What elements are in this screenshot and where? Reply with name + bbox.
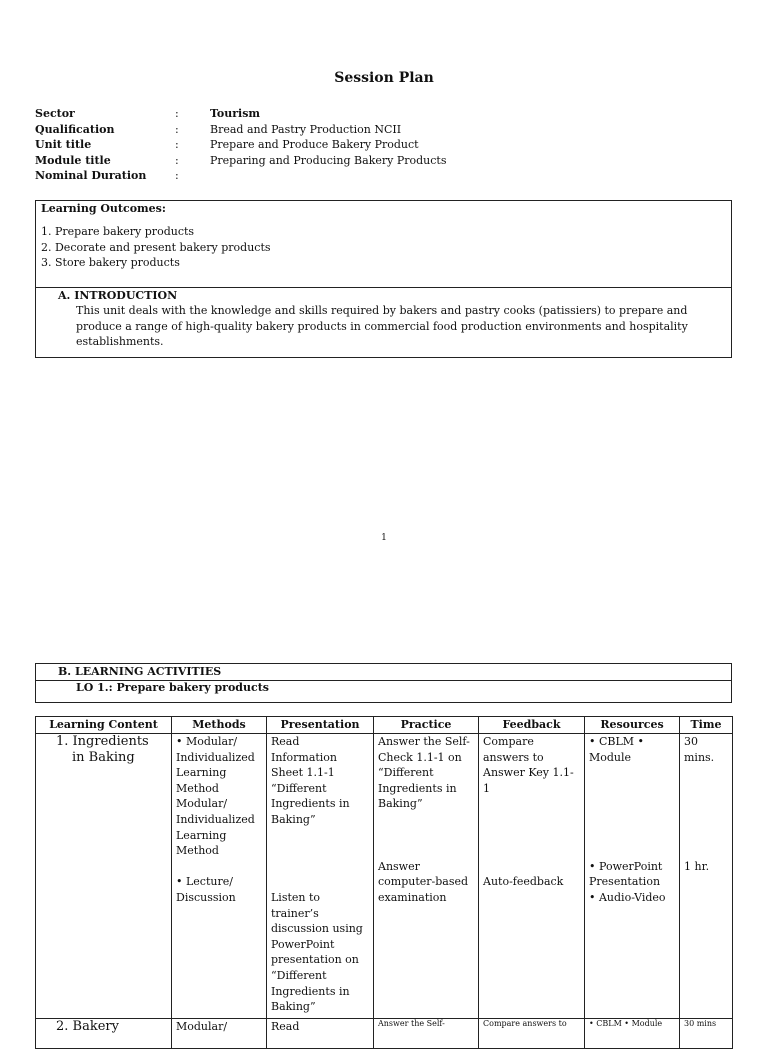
cell-line: Compare: [483, 735, 534, 748]
cell-line: presentation on: [271, 953, 359, 967]
cell-line: discussion using: [271, 922, 363, 936]
cell-line: [483, 843, 580, 859]
cell-line: “Different: [378, 766, 434, 780]
section-divider: [36, 287, 731, 288]
table-header-row: [36, 717, 733, 734]
cell-line: [271, 843, 369, 859]
presentation-cell: [267, 1019, 374, 1049]
cell-line: [271, 859, 369, 875]
methods-cell: [172, 734, 267, 1019]
practice-cell: [374, 734, 479, 1019]
meta-value: Tourism: [210, 107, 261, 120]
cell-line: [589, 843, 675, 859]
introduction-text: This unit deals with the knowledge and skills required by bakers and pastry cooks (patissiers) to prepare and produce a range of high-quality bakery products in commercial food production environments and hospitality establishments.: [76, 304, 688, 349]
cell-line: [483, 796, 580, 812]
cell-line: Method: [176, 844, 219, 858]
cell-line: Modular/: [176, 797, 228, 811]
cell-line: in Baking: [72, 749, 135, 765]
cell-line: • PowerPoint: [589, 859, 663, 873]
meta-label: Unit title: [35, 138, 92, 152]
meta-colon: :: [175, 107, 179, 120]
time-cell: [680, 734, 733, 1019]
cell-line: [589, 812, 675, 828]
cell-line: Check 1.1-1 on: [378, 750, 462, 764]
cell-text: 30 mins: [684, 1019, 717, 1028]
cell-text: • CBLM • Module: [589, 1019, 663, 1028]
cell-line: • Modular/: [176, 735, 238, 748]
column-header: Learning Content: [36, 717, 172, 734]
cell-text: Read: [271, 1020, 300, 1033]
metadata-block: [35, 106, 735, 184]
lo-heading: LO 1.: Prepare bakery products: [76, 681, 269, 694]
cell-line: Ingredients in: [271, 984, 350, 998]
cell-line: [271, 828, 369, 844]
column-header: Resources: [585, 717, 680, 734]
cell-text: Modular/: [176, 1020, 228, 1033]
cell-line: Learning: [176, 828, 227, 842]
meta-colon: :: [175, 122, 179, 136]
practice-cell: [374, 1019, 479, 1049]
cell-line: • CBLM •: [589, 735, 645, 748]
cell-line: Learning: [176, 766, 227, 780]
page-title: Session Plan: [334, 70, 434, 86]
cell-line: Individualized: [176, 812, 255, 826]
learning-content-cell: [36, 1019, 172, 1049]
cell-line: Baking”: [378, 797, 423, 811]
meta-colon: :: [175, 153, 179, 167]
cell-line: • Lecture/: [176, 875, 233, 889]
meta-label: Qualification: [35, 122, 115, 136]
cell-text: 2. Bakery: [56, 1019, 119, 1034]
cell-line: Individualized: [176, 750, 255, 764]
cell-line: Ingredients in: [378, 781, 457, 795]
cell-line: [483, 859, 580, 875]
column-header: Time: [680, 717, 733, 734]
cell-line: PowerPoint: [271, 937, 335, 951]
learning-outcome-item: 1. Prepare bakery products: [41, 225, 195, 238]
cell-line: Sheet 1.1-1: [271, 766, 335, 780]
cell-line: Answer the Self-: [378, 735, 470, 748]
cell-line: Listen to: [271, 890, 321, 904]
cell-line: 1: [483, 781, 490, 795]
cell-line: mins.: [684, 750, 715, 764]
resources-cell: [585, 734, 680, 1019]
learning-outcomes-heading: Learning Outcomes:: [41, 202, 166, 215]
meta-value: Prepare and Produce Bakery Product: [210, 138, 419, 152]
cell-line: [483, 828, 580, 844]
meta-value: Preparing and Producing Bakery Products: [210, 153, 447, 167]
cell-line: [176, 859, 262, 875]
column-header: Practice: [374, 717, 479, 734]
learning-outcome-item: 2. Decorate and present bakery products: [41, 240, 271, 254]
cell-line: “Different: [271, 781, 327, 795]
cell-line: [378, 843, 474, 859]
cell-line: “Different: [271, 968, 327, 982]
table-row: [36, 734, 733, 1019]
cell-line: [589, 765, 675, 781]
cell-line: [589, 828, 675, 844]
time-cell: [680, 1019, 733, 1049]
learning-outcomes-box: [35, 200, 732, 358]
cell-line: 30: [684, 735, 698, 748]
learning-content-cell: [36, 734, 172, 1019]
cell-line: [378, 828, 474, 844]
feedback-cell: [479, 734, 585, 1019]
activities-table: [35, 716, 733, 1049]
methods-cell: [172, 1019, 267, 1049]
cell-line: Answer: [378, 859, 420, 873]
meta-colon: :: [175, 169, 179, 183]
cell-line: 1 hr.: [684, 859, 710, 873]
meta-label: Sector: [35, 107, 75, 120]
cell-line: answers to: [483, 750, 544, 764]
meta-row-unit-title: [35, 137, 735, 153]
cell-line: • Audio-Video: [589, 890, 666, 904]
meta-row-nominal-duration: [35, 168, 735, 184]
cell-text: Answer the Self-: [378, 1019, 445, 1028]
introduction-heading: A. INTRODUCTION: [58, 289, 178, 302]
learning-activities-heading: B. LEARNING ACTIVITIES: [58, 665, 222, 678]
cell-line: computer-based: [378, 875, 469, 889]
feedback-cell: [479, 1019, 585, 1049]
meta-colon: :: [175, 138, 179, 152]
cell-line: Auto-feedback: [483, 875, 564, 889]
learning-outcomes-list: [41, 224, 271, 271]
cell-line: [589, 796, 675, 812]
table-row: [36, 1019, 733, 1049]
column-header: Feedback: [479, 717, 585, 734]
cell-line: [378, 812, 474, 828]
meta-row-qualification: [35, 122, 735, 138]
meta-label: Module title: [35, 153, 111, 167]
column-header: Presentation: [267, 717, 374, 734]
meta-label: Nominal Duration: [35, 169, 147, 183]
cell-line: [271, 874, 369, 890]
page-number: 1: [381, 533, 387, 543]
cell-line: [684, 828, 728, 844]
cell-line: 1. Ingredients: [56, 734, 149, 749]
cell-line: examination: [378, 890, 447, 904]
learning-activities-box: [35, 663, 732, 703]
cell-line: Read: [271, 735, 300, 748]
meta-row-sector: [35, 106, 735, 122]
column-header: Methods: [172, 717, 267, 734]
cell-line: [589, 781, 675, 797]
cell-text: Compare answers to: [483, 1019, 567, 1028]
cell-line: [684, 812, 728, 828]
learning-outcome-item: 3. Store bakery products: [41, 256, 180, 270]
cell-line: Presentation: [589, 875, 661, 889]
cell-line: trainer’s: [271, 906, 319, 920]
cell-line: Discussion: [176, 890, 236, 904]
cell-line: [483, 812, 580, 828]
presentation-cell: [267, 734, 374, 1019]
cell-line: [684, 781, 728, 797]
cell-line: Information: [271, 750, 338, 764]
cell-line: [684, 765, 728, 781]
cell-line: Ingredients in: [271, 797, 350, 811]
meta-row-module-title: [35, 153, 735, 169]
cell-line: Module: [589, 750, 632, 764]
cell-line: [684, 843, 728, 859]
cell-line: Baking”: [271, 812, 316, 826]
cell-line: Answer Key 1.1-: [483, 766, 574, 780]
resources-cell: [585, 1019, 680, 1049]
cell-line: Baking”: [271, 1000, 316, 1014]
cell-line: [684, 796, 728, 812]
cell-line: Method: [176, 781, 219, 795]
meta-value: Bread and Pastry Production NCII: [210, 122, 402, 136]
